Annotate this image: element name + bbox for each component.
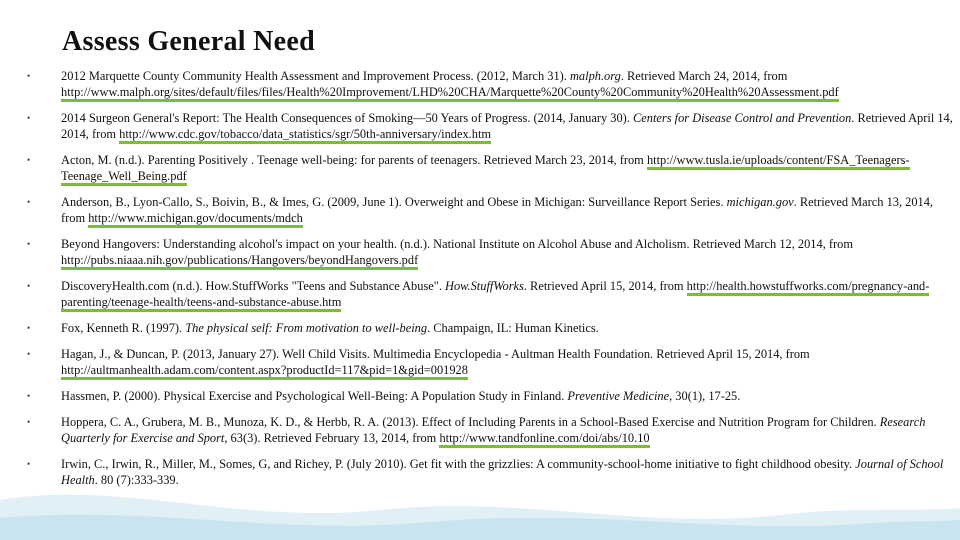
reference-item: • Anderson, B., Lyon-Callo, S., Boivin, B., & Imes, G. (2009, June 1). Overweight and Obese in Michigan: Surveillance Report Series. michigan.gov. Retrieved March 13, 2014, from http://www.michigan.gov/documents/mdch (24, 194, 954, 226)
reference-item: • Hagan, J., & Duncan, P. (2013, January 27). Well Child Visits. Multimedia Encyclopedia - Aultman Health Foundation. Retrieved April 15, 2014, from http://aultmanhealth.adam.com/content.aspx?productId=117&pid=1&gid=001928 (24, 346, 954, 378)
reference-link[interactable]: http://pubs.niaaa.nih.gov/publications/Hangovers/beyondHangovers.pdf (61, 253, 418, 270)
reference-link[interactable]: http://www.tandfonline.com/doi/abs/10.10 (439, 431, 649, 448)
reference-item: • Acton, M. (n.d.). Parenting Positively . Teenage well-being: for parents of teenagers. Retrieved March 23, 2014, from http://www.tusla.ie/uploads/content/FSA_Teenagers-Teenage_Well_Being.pdf (24, 152, 954, 184)
reference-item: • Fox, Kenneth R. (1997). The physical self: From motivation to well-being. Champaign, IL: Human Kinetics. (27, 321, 599, 335)
bullet-icon: • (27, 281, 31, 291)
reference-link[interactable]: http://health.howstuffworks.com/pregnancy-and-parenting/teenage-health/teens-and-substance-abuse.htm (61, 279, 929, 312)
bullet-icon: • (27, 391, 31, 401)
bullet-icon: • (27, 459, 31, 469)
reference-link[interactable]: http://www.cdc.gov/tobacco/data_statistics/sgr/50th-anniversary/index.htm (119, 127, 491, 144)
reference-link[interactable]: http://www.malph.org/sites/default/files/files/Health%20Improvement/LHD%20CHA/Marquette%20County%20Community%20Health%20Assessment.pdf (61, 85, 839, 102)
bullet-icon: • (27, 155, 31, 165)
reference-item: • Hoppera, C. A., Grubera, M. B., Munoza, K. D., & Herbb, R. A. (2013). Effect of Including Parents in a School-Based Exercise and Nutrition Program for Children. Research Quarterly for Exercise and Sport, 63(3). Retrieved February 13, 2014, from http://www.tandfonline.com/doi/abs/10.10 (24, 414, 954, 446)
decorative-wave (0, 470, 960, 540)
reference-item: • 2012 Marquette County Community Health Assessment and Improvement Process. (2012, March 31). malph.org. Retrieved March 24, 2014, from http://www.malph.org/sites/default/files/files/Health%20Improvement/LHD%20CHA/Marquette%20County%20Community%20Health%20Assessment.pdf (24, 68, 954, 100)
bullet-icon: • (27, 113, 31, 123)
reference-list (24, 68, 954, 498)
reference-item: • Hassmen, P. (2000). Physical Exercise and Psychological Well-Being: A Population Study in Finland. Preventive Medicine, 30(1), 17-25. (27, 389, 741, 403)
reference-item: • Beyond Hangovers: Understanding alcohol's impact on your health. (n.d.). National Institute on Alcohol Abuse and Alcholism. Retrieved March 12, 2014, from http://pubs.niaaa.nih.gov/publications/Hangovers/beyondHangovers.pdf (24, 236, 954, 268)
slide-title: Assess General Need (62, 26, 315, 57)
bullet-icon: • (27, 349, 31, 359)
bullet-icon: • (27, 417, 31, 427)
reference-link[interactable]: http://www.michigan.gov/documents/mdch (88, 211, 303, 228)
reference-item: • DiscoveryHealth.com (n.d.). How.StuffWorks "Teens and Substance Abuse". How.StuffWorks. Retrieved April 15, 2014, from http://health.howstuffworks.com/pregnancy-and-parenting/teenage-health/teens-and-substance-abuse.htm (24, 278, 954, 310)
bullet-icon: • (27, 323, 31, 333)
reference-link[interactable]: http://www.tusla.ie/uploads/content/FSA_Teenagers-Teenage_Well_Being.pdf (61, 153, 910, 186)
bullet-icon: • (27, 197, 31, 207)
reference-item: • 2014 Surgeon General's Report: The Health Consequences of Smoking—50 Years of Progress. (2014, January 30). Centers for Disease Control and Prevention. Retrieved April 14, 2014, from http://www.cdc.gov/tobacco/data_statistics/sgr/50th-anniversary/index.htm (24, 110, 954, 142)
bullet-icon: • (27, 71, 31, 81)
reference-link[interactable]: http://aultmanhealth.adam.com/content.aspx?productId=117&pid=1&gid=001928 (61, 363, 468, 380)
reference-item: • Irwin, C., Irwin, R., Miller, M., Somes, G, and Richey, P. (July 2010). Get fit with the grizzlies: A community-school-home initiative to fight childhood obesity. Journal of School Health. 80 (7):333-339. (27, 457, 944, 487)
bullet-icon: • (27, 239, 31, 249)
